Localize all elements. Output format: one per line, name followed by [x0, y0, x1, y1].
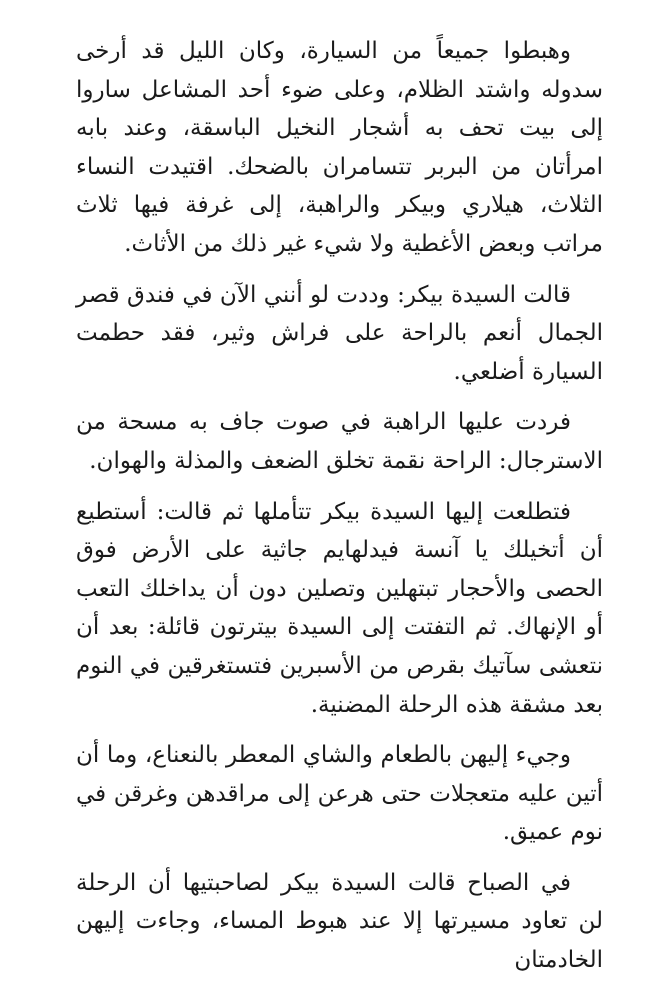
- paragraph-1: وهبطوا جميعاً من السيارة، وكان الليل قد أرخى سدوله واشتد الظلام، وعلى ضوء أحد المشاعل ساروا إلى بيت تحف به أشجار النخيل الباسقة، وعند بابه امرأتان من البربر تتسامران بالضحك. اقتيدت النساء الثلاث، هيلاري وبيكر والراهبة، إلى غرفة فيها ثلاث مراتب وبعض الأغطية ولا شيء غير ذلك من الأثاث.: [76, 38, 603, 257]
- paragraph-4: فتطلعت إليها السيدة بيكر تتأملها ثم قالت: أستطيع أن أتخيلك يا آنسة فيدلهايم جاثية على الأرض فوق الحصى والأحجار تبتهلين وتصلين دون أن يداخلك التعب أو الإنهاك. ثم التفتت إلى السيدة بيترتون قائلة: بعد أن نتعشى سآتيك بقرص من الأسبرين فتستغرقين في النوم بعد مشقة هذه الرحلة المضنية.: [76, 498, 603, 718]
- paragraph-2: قالت السيدة بيكر: وددت لو أنني الآن في فندق قصر الجمال أنعم بالراحة على فراش وثير، فقد حطمت السيارة أضلعي.: [76, 281, 603, 385]
- body-text: [76, 32, 603, 992]
- paragraph-6: في الصباح قالت السيدة بيكر لصاحبتيها أن الرحلة لن تعاود مسيرتها إلا عند هبوط المساء، وجاءت إليهن الخادمتان: [76, 869, 603, 974]
- paragraph-5: وجيء إليهن بالطعام والشاي المعطر بالنعناع، وما أن أتين عليه متعجلات حتى هرعن إلى مراقدهن وغرقن في نوم عميق.: [76, 742, 603, 846]
- paragraph-3: فردت عليها الراهبة في صوت جاف به مسحة من الاسترجال: الراحة نقمة تخلق الضعف والمذلة والهوان.: [76, 409, 603, 474]
